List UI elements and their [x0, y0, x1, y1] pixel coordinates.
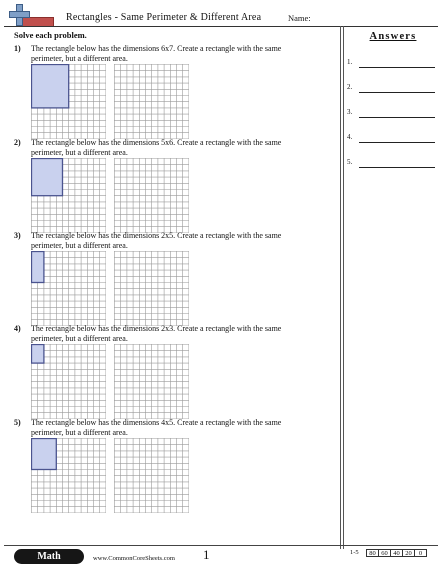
- math-badge: Math: [14, 549, 84, 564]
- logo-plus-horizontal: [9, 11, 30, 18]
- answer-blank[interactable]: [359, 142, 435, 143]
- problem-3: [14, 231, 334, 323]
- problem-number: 1): [14, 44, 21, 53]
- answer-blank[interactable]: [359, 67, 435, 68]
- problem-4: [14, 324, 334, 416]
- example-grid: [31, 64, 106, 139]
- problem-text: The rectangle below has the dimensions 6x7. Create a rectangle with the same perimeter, but a different area.: [31, 44, 282, 64]
- score-cell: 40: [390, 549, 403, 557]
- problem-2: [14, 138, 334, 230]
- problem-5: [14, 418, 334, 510]
- score-cell: 20: [402, 549, 415, 557]
- score-cell: 80: [366, 549, 379, 557]
- example-grid: [31, 438, 106, 513]
- problem-text: The rectangle below has the dimensions 4x5. Create a rectangle with the same perimeter, but a different area.: [31, 418, 282, 438]
- problem-1: [14, 44, 334, 136]
- problem-text: The rectangle below has the dimensions 2x3. Create a rectangle with the same perimeter, but a different area.: [31, 324, 282, 344]
- shaded-rectangle: [32, 159, 63, 196]
- score-range-label: 1-5: [350, 549, 359, 556]
- answer-number: 1.: [347, 58, 353, 66]
- answer-blank[interactable]: [359, 92, 435, 93]
- answer-blank[interactable]: [359, 167, 435, 168]
- drawing-grid: [114, 344, 189, 419]
- problem-number: 4): [14, 324, 21, 333]
- score-cell: 60: [378, 549, 391, 557]
- example-grid: [31, 251, 106, 326]
- problem-text: The rectangle below has the dimensions 5x6. Create a rectangle with the same perimeter, but a different area.: [31, 138, 282, 158]
- answer-row-1: [347, 58, 437, 70]
- drawing-grid: [114, 251, 189, 326]
- worksheet-title: Rectangles - Same Perimeter & Different Area: [66, 12, 262, 23]
- drawing-grid: [114, 158, 189, 233]
- shaded-rectangle: [32, 439, 57, 470]
- name-label: Name:: [288, 13, 311, 23]
- answer-blank[interactable]: [359, 117, 435, 118]
- header-divider: [4, 26, 438, 27]
- answer-number: 2.: [347, 83, 353, 91]
- answer-row-4: [347, 133, 437, 145]
- footer-divider: [4, 545, 438, 546]
- answer-column-divider: [340, 26, 341, 549]
- answers-title: Answers: [369, 31, 417, 42]
- drawing-grid: [114, 438, 189, 513]
- plus-logo-icon: [8, 3, 48, 27]
- example-grid: [31, 158, 106, 233]
- answer-row-5: [347, 158, 437, 170]
- example-grid: [31, 344, 106, 419]
- problem-number: 2): [14, 138, 21, 147]
- website-label: www.CommonCoreSheets.com: [93, 555, 175, 562]
- answer-row-2: [347, 83, 437, 95]
- shaded-rectangle: [32, 252, 44, 283]
- answer-number: 5.: [347, 158, 353, 166]
- problem-number: 5): [14, 418, 21, 427]
- answer-number: 3.: [347, 108, 353, 116]
- shaded-rectangle: [32, 345, 44, 364]
- answer-column-divider-inner: [343, 26, 344, 549]
- instructions: Solve each problem.: [14, 30, 87, 40]
- drawing-grid: [114, 64, 189, 139]
- shaded-rectangle: [32, 65, 69, 108]
- answer-number: 4.: [347, 133, 353, 141]
- score-cell: 0: [414, 549, 427, 557]
- answer-row-3: [347, 108, 437, 120]
- problem-number: 3): [14, 231, 21, 240]
- page-number: 1: [203, 547, 210, 562]
- problem-text: The rectangle below has the dimensions 2x5. Create a rectangle with the same perimeter, but a different area.: [31, 231, 282, 251]
- score-table: [350, 549, 427, 557]
